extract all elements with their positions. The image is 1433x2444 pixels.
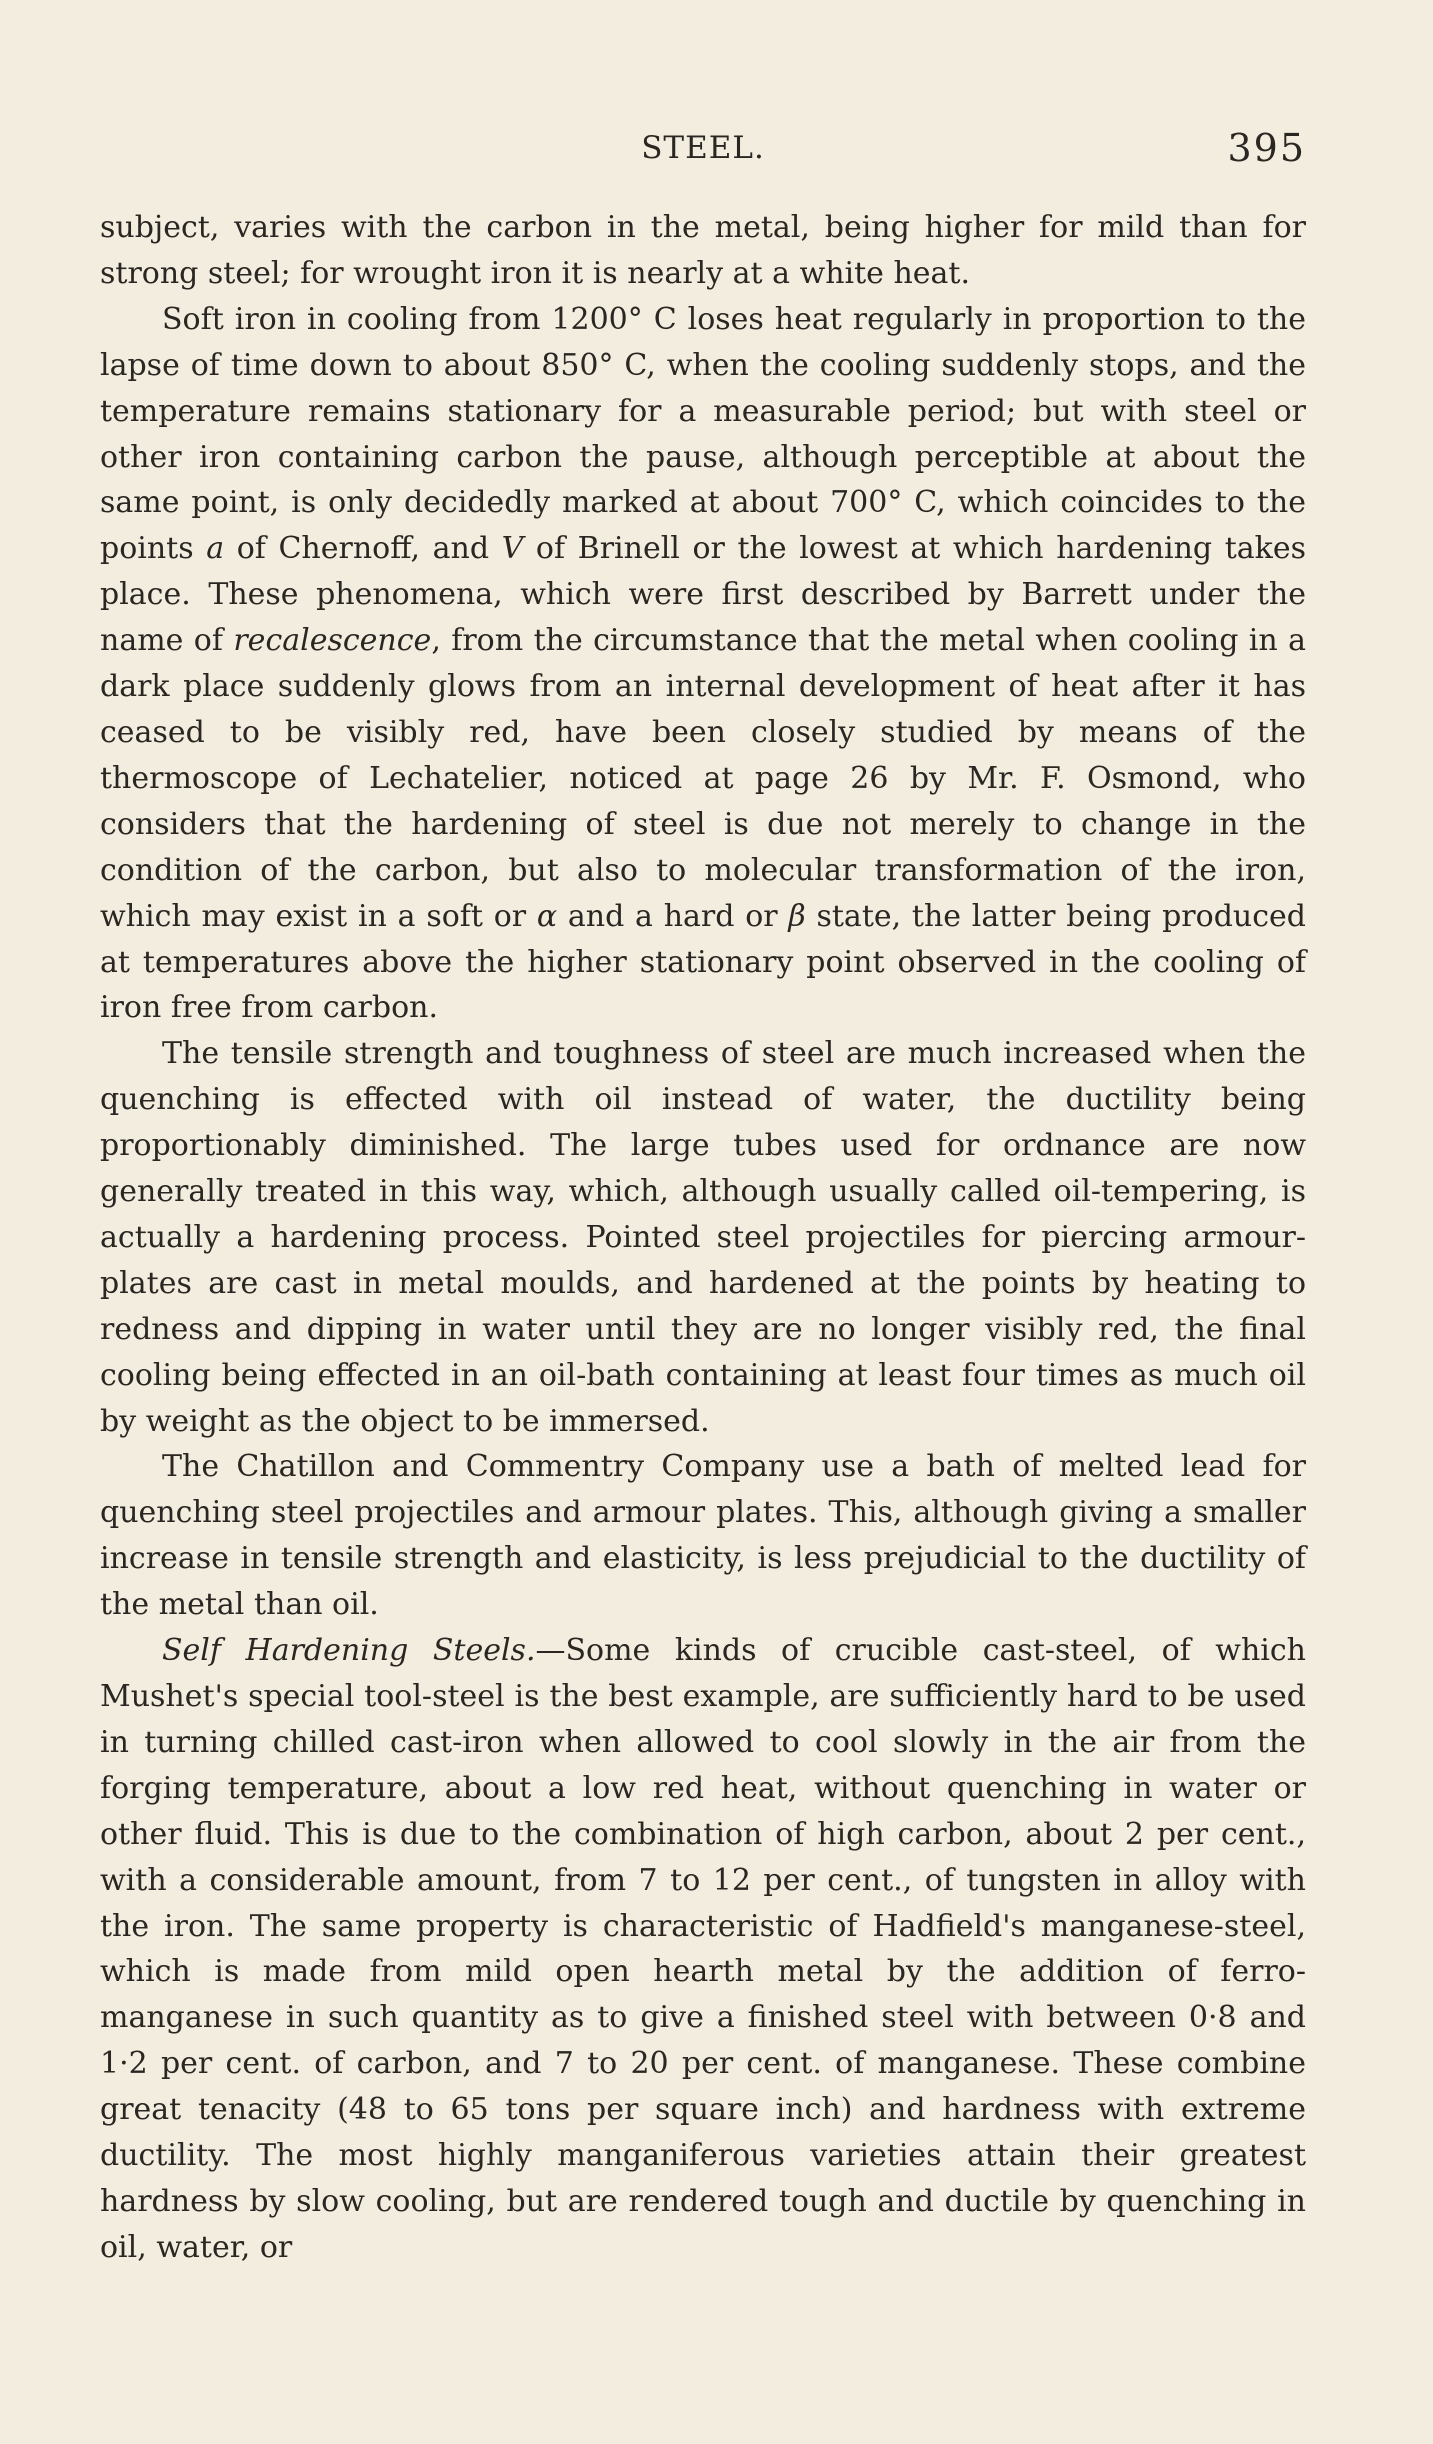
italic-term: recalescence: [233, 623, 432, 659]
paragraph-text: of Chernoff, and: [224, 531, 502, 567]
paragraph-text: subject, varies with the carbon in the metal, being higher for mild than for strong steel; for wrought iron it is nearly at a white heat.: [100, 210, 1306, 291]
paragraph-oil-quenching: [100, 1031, 1306, 1444]
running-head: STEEL.: [641, 130, 765, 166]
paragraph-text: and a hard or: [557, 898, 789, 934]
italic-symbol-beta: β: [788, 898, 806, 934]
italic-symbol-v: V: [501, 531, 524, 567]
paragraph-text: Soft iron in cooling from 1200° C loses heat regularly in proportion to the lapse of time down to about 850° C, when the cooling suddenly stops, and the temperature remains stationary for a measurable period; but with steel or other iron containing carbon the pause, although perceptible at about the same point, is only decidedly marked at about 700° C, which coincides to the points: [100, 301, 1306, 567]
paragraph-continuation: [100, 205, 1306, 297]
italic-symbol-alpha: α: [536, 898, 558, 934]
paragraph-text: , from the circumstance that the metal when cooling in a dark place suddenly glows from an internal development of heat after it has ceased to be visibly red, have been closely studied by means of the thermoscope of Lechatelier, noticed at page 26 by Mr. F. Osmond, who considers that the hardening of steel is due not merely to change in the condition of the carbon, but also to molecular transformation of the iron, which may exist in a soft or: [100, 623, 1306, 934]
paragraph-text: —Some kinds of crucible cast-steel, of which Mushet's special tool-steel is the best example, are sufficiently hard to be used in turning chilled cast-iron when allowed to cool slowly in the air from the forging temperature, about a low red heat, without quenching in water or other fluid. This is due to the combination of high carbon, about 2 per cent., with a considerable amount, from 7 to 12 per cent., of tungsten in alloy with the iron. The same property is characteristic of Hadfield's manganese-steel, which is made from mild open hearth metal by the addition of ferro-manganese in such quantity as to give a finished steel with between 0·8 and 1·2 per cent. of carbon, and 7 to 20 per cent. of manganese. These combine great tenacity (48 to 65 tons per square inch) and hardness with extreme ductility. The most highly manganiferous varieties attain their greatest hardness by slow cooling, but are rendered tough and ductile by quenching in oil, water, or: [100, 1633, 1306, 2265]
paragraph-text: of Brinell or the lowest at which hardening takes place. These phenomena, which were first described by Barrett under the name of: [100, 531, 1307, 659]
italic-symbol-a: a: [206, 531, 225, 567]
page-header: [100, 126, 1306, 180]
paragraph-text: The tensile strength and toughness of steel are much increased when the quenching is effected with oil instead of water, the ductility being proportionably diminished. The large tubes used for ordnance are now generally treated in this way, which, although usually called oil-tempering, is actually a hardening process. Pointed steel projectiles for piercing armour-plates are cast in metal moulds, and hardened at the points by heating to redness and dipping in water until they are no longer visibly red, the final cooling being effected in an oil-bath containing at least four times as much oil by weight as the object to be immersed.: [100, 1036, 1306, 1439]
paragraph-lead-bath: [100, 1444, 1306, 1628]
body-text: [100, 205, 1306, 2271]
paragraph-text: The Chatillon and Commentry Company use a bath of melted lead for quenching steel projectiles and armour plates. This, although giving a smaller increase in tensile strength and elasticity, is less prejudicial to the ductility of the metal than oil.: [100, 1449, 1306, 1623]
paragraph-self-hardening: [100, 1628, 1306, 2271]
paragraph-recalescence: [100, 297, 1306, 1032]
section-heading: Self Hardening Steels.: [162, 1633, 536, 1669]
paragraph-text: state, the latter being produced at temperatures above the higher stationary point observed in the cooling of iron free from carbon.: [100, 898, 1306, 1026]
page-number: 395: [1227, 126, 1306, 170]
